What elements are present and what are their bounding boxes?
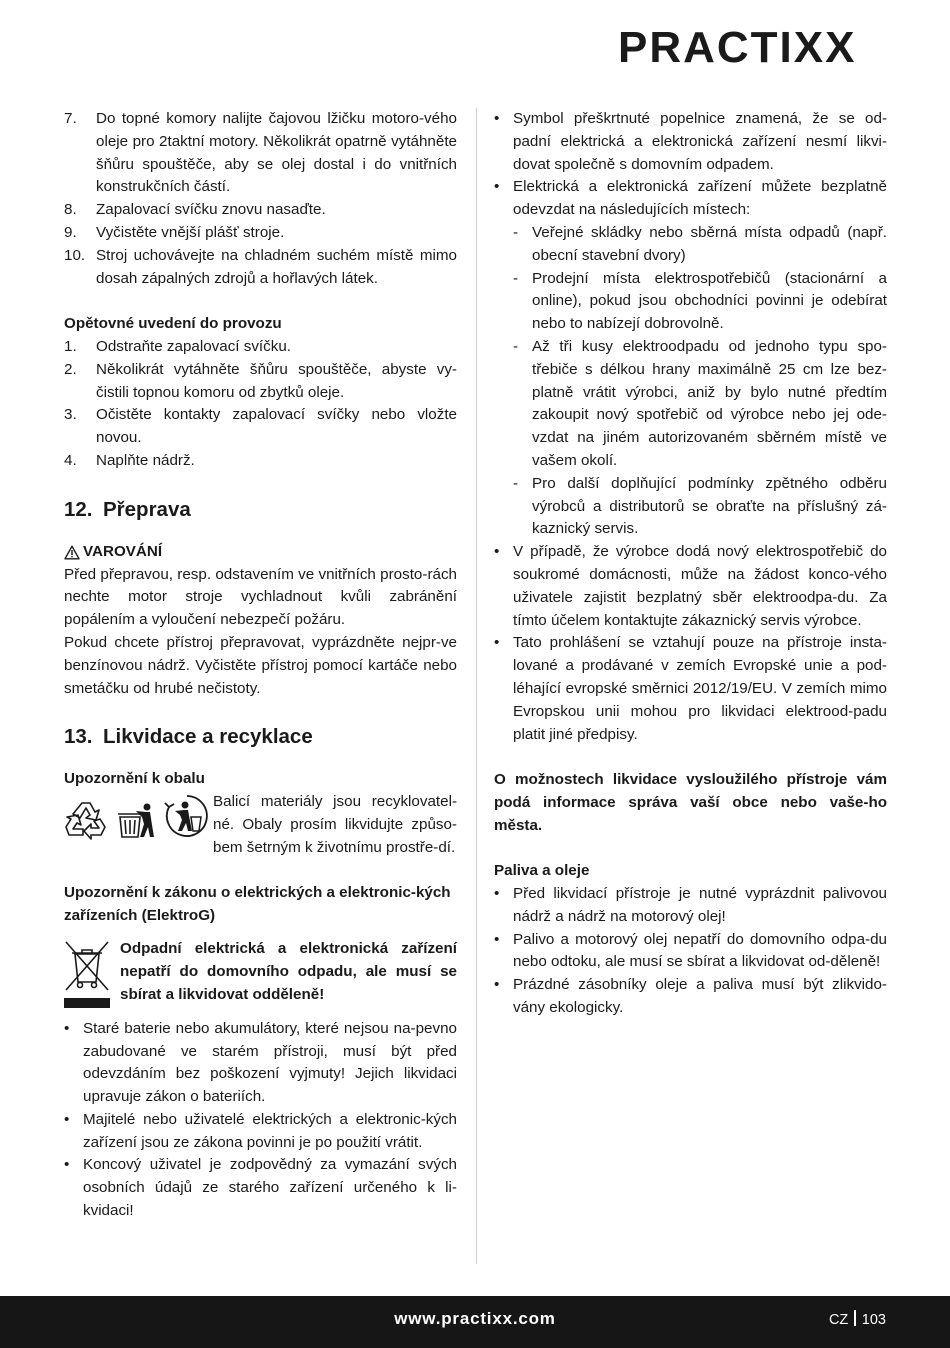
list-item: 10. Stroj uchovávejte na chladném suchém místě mimo dosah zápalných zdrojů a hořlavých látek. [64,246,457,287]
list-item: • V případě, že výrobce dodá nový elektrospotřebič do soukromé domácnosti, může na žádost konco-vého uživatele zajistit bezplatný sběr elektroodpa-du. Za tímto účelem kontaktujte zákaznický servis výrobce. [494,543,887,629]
trash-bin-person-icon [116,797,160,841]
list-item: 4. Naplňte nádrž. [64,451,195,469]
left-column [64,108,457,1223]
recycle-icon [64,797,112,841]
dash-item: - Až tři kusy elektroodpadu od jednoho typu spo-třebiče s délkou hrany maximálně 25 cm lze bez-platně vrátit výrobci, aniž by bylo nutné předtím zakoupit nový spotřebič od výrobce nebo jej ode-vzdat na jiném autorizovaném sběrném místě ve vašem okolí. [513,337,887,469]
weee-note: Odpadní elektrická a elektronická zařízení nepatří do domovního odpadu, ale musí se sbírat a likvidovat odděleně! [64,938,457,1018]
warning-label: VAROVÁNÍ [64,541,457,564]
section-heading-disposal: 13. Likvidace a recyklace [64,725,313,749]
list-item: • Tato prohlášení se vztahují pouze na přístroje insta-lované a prodávané v zemích Evropské unie a pod-léhající evropské směrnici 2012/19/EU. V zemích mimo Evropskou unii mohou pro likvidaci elektrood-padu platit jiné předpisy. [494,634,887,743]
packaging-heading: Upozornění k obalu [64,770,205,788]
packaging-icons [64,791,213,859]
page-footer [0,1296,950,1348]
law-heading: Upozornění k zákonu o elektrických a elektronic-kých zařízeních (ElektroG) [64,884,451,925]
column-divider [476,108,477,1264]
brand-logo [618,16,918,76]
transport-paragraph-2: Pokud chcete přístroj přepravovat, vyprázdněte nejpr-ve benzínovou nádrž. Vyčistěte přístroj pomocí kartáče nebo smetáčku od hrubé nečistoty. [64,633,457,697]
svg-text:PRACTIXX: PRACTIXX [618,23,857,72]
dash-item: - Pro další doplňující podmínky zpětného odběru výrobců a distributorů se obraťte na příslušný zá-kaznický servis. [513,474,887,538]
list-item: • Koncový uživatel je zodpovědný za vymazání svých osobních údajů ze starého zařízení určeného k li-kvidaci! [64,1156,457,1220]
weee-icon-wrap [64,938,120,1018]
list-item: 9. Vyčistěte vnější plášť stroje. [64,223,285,241]
footer-url[interactable]: www.practixx.com [394,1309,556,1328]
crossed-bin-icon [64,938,110,1010]
list-item: • Staré baterie nebo akumulátory, které nejsou na-pevno zabudované ve starém přístroji, musí být před odevzdáním bez poškození vyjmuty! Jejich likvidaci upravuje zákon o bateriích. [64,1019,457,1106]
list-item: 3. Očistěte kontakty zapalovací svíčky nebo vložte novou. [64,406,457,447]
steps-continued [64,108,457,290]
dash-item: - Veřejné skládky nebo sběrná místa odpadů (např. obecní stavební dvory) [513,223,887,264]
transport-paragraph-1: Před přepravou, resp. odstavením ve vnitřních prosto-rách nechte motor stroje vychladnout kvůli zabránění popálením a vyloučení nebezpečí požáru. [64,565,457,629]
list-item: 7. Do topné komory nalijte čajovou lžičku motoro-vého oleje pro 2taktní motory. Několikrát opatrně vytáhněte šňůru spouštěče, aby se olej dostal i do vnitřních konstrukčních částí. [64,110,457,196]
dash-item: - Prodejní místa elektrospotřebičů (stacionární a online), pokud jsou obchodníci povinni je odebírat nebo to nabízejí dobrovolně. [513,269,887,333]
tidyman-recycle-icon [163,793,211,841]
list-item: 1. Odstraňte zapalovací svíčku. [64,337,291,355]
list-item: • Elektrická a elektronická zařízení můžete bezplatně odevzdat na následujících místech: [494,178,887,219]
page-number: CZ 103 [828,1312,886,1328]
fuels-heading: Paliva a oleje [494,862,590,880]
list-item: • Prázdné zásobníky oleje a paliva musí být zlikvido-vány ekologicky. [494,976,887,1017]
right-column [494,108,887,1020]
packaging-note: Balicí materiály jsou recyklovatel-né. Obaly prosím likvidujte způso-bem šetrným k životnímu prostře-dí. [64,791,457,859]
municipality-note: O možnostech likvidace vysloužilého přístroje vám podá informace správa vaší obce nebo vaše-ho města. [494,771,887,834]
list-item: • Symbol přeškrtnuté popelnice znamená, že se od-padní elektrická a elektronická zařízení nesmí likvi-dovat společně s domovním odpadem. [494,110,887,173]
recommission-steps [64,336,457,473]
list-item: • Před likvidací přístroje je nutné vyprázdnit palivovou nádrž a nádrž na motorový olej! [494,885,887,925]
practixx-logo-icon [618,16,918,76]
list-item: 8. Zapalovací svíčku znovu nasaďte. [64,201,326,219]
list-item: 2. Několikrát vytáhněte šňůru spouštěče, abyste vy-čistili topnou komoru od zbytků oleje. [64,360,457,401]
section-heading-transport: 12. Přeprava [64,497,191,521]
warning-triangle-icon [64,545,80,560]
recommission-heading: Opětovné uvedení do provozu [64,315,282,333]
list-item: • Majitelé nebo uživatelé elektrických a elektronic-kých zařízení jsou ze zákona povinni je po použití vrátit. [64,1110,457,1151]
disposal-bullets [64,1018,457,1223]
list-item: • Palivo a motorový olej nepatří do domovního odpa-du nebo odtoku, ale musí se sbírat a likvidovat od-děleně! [494,930,887,971]
